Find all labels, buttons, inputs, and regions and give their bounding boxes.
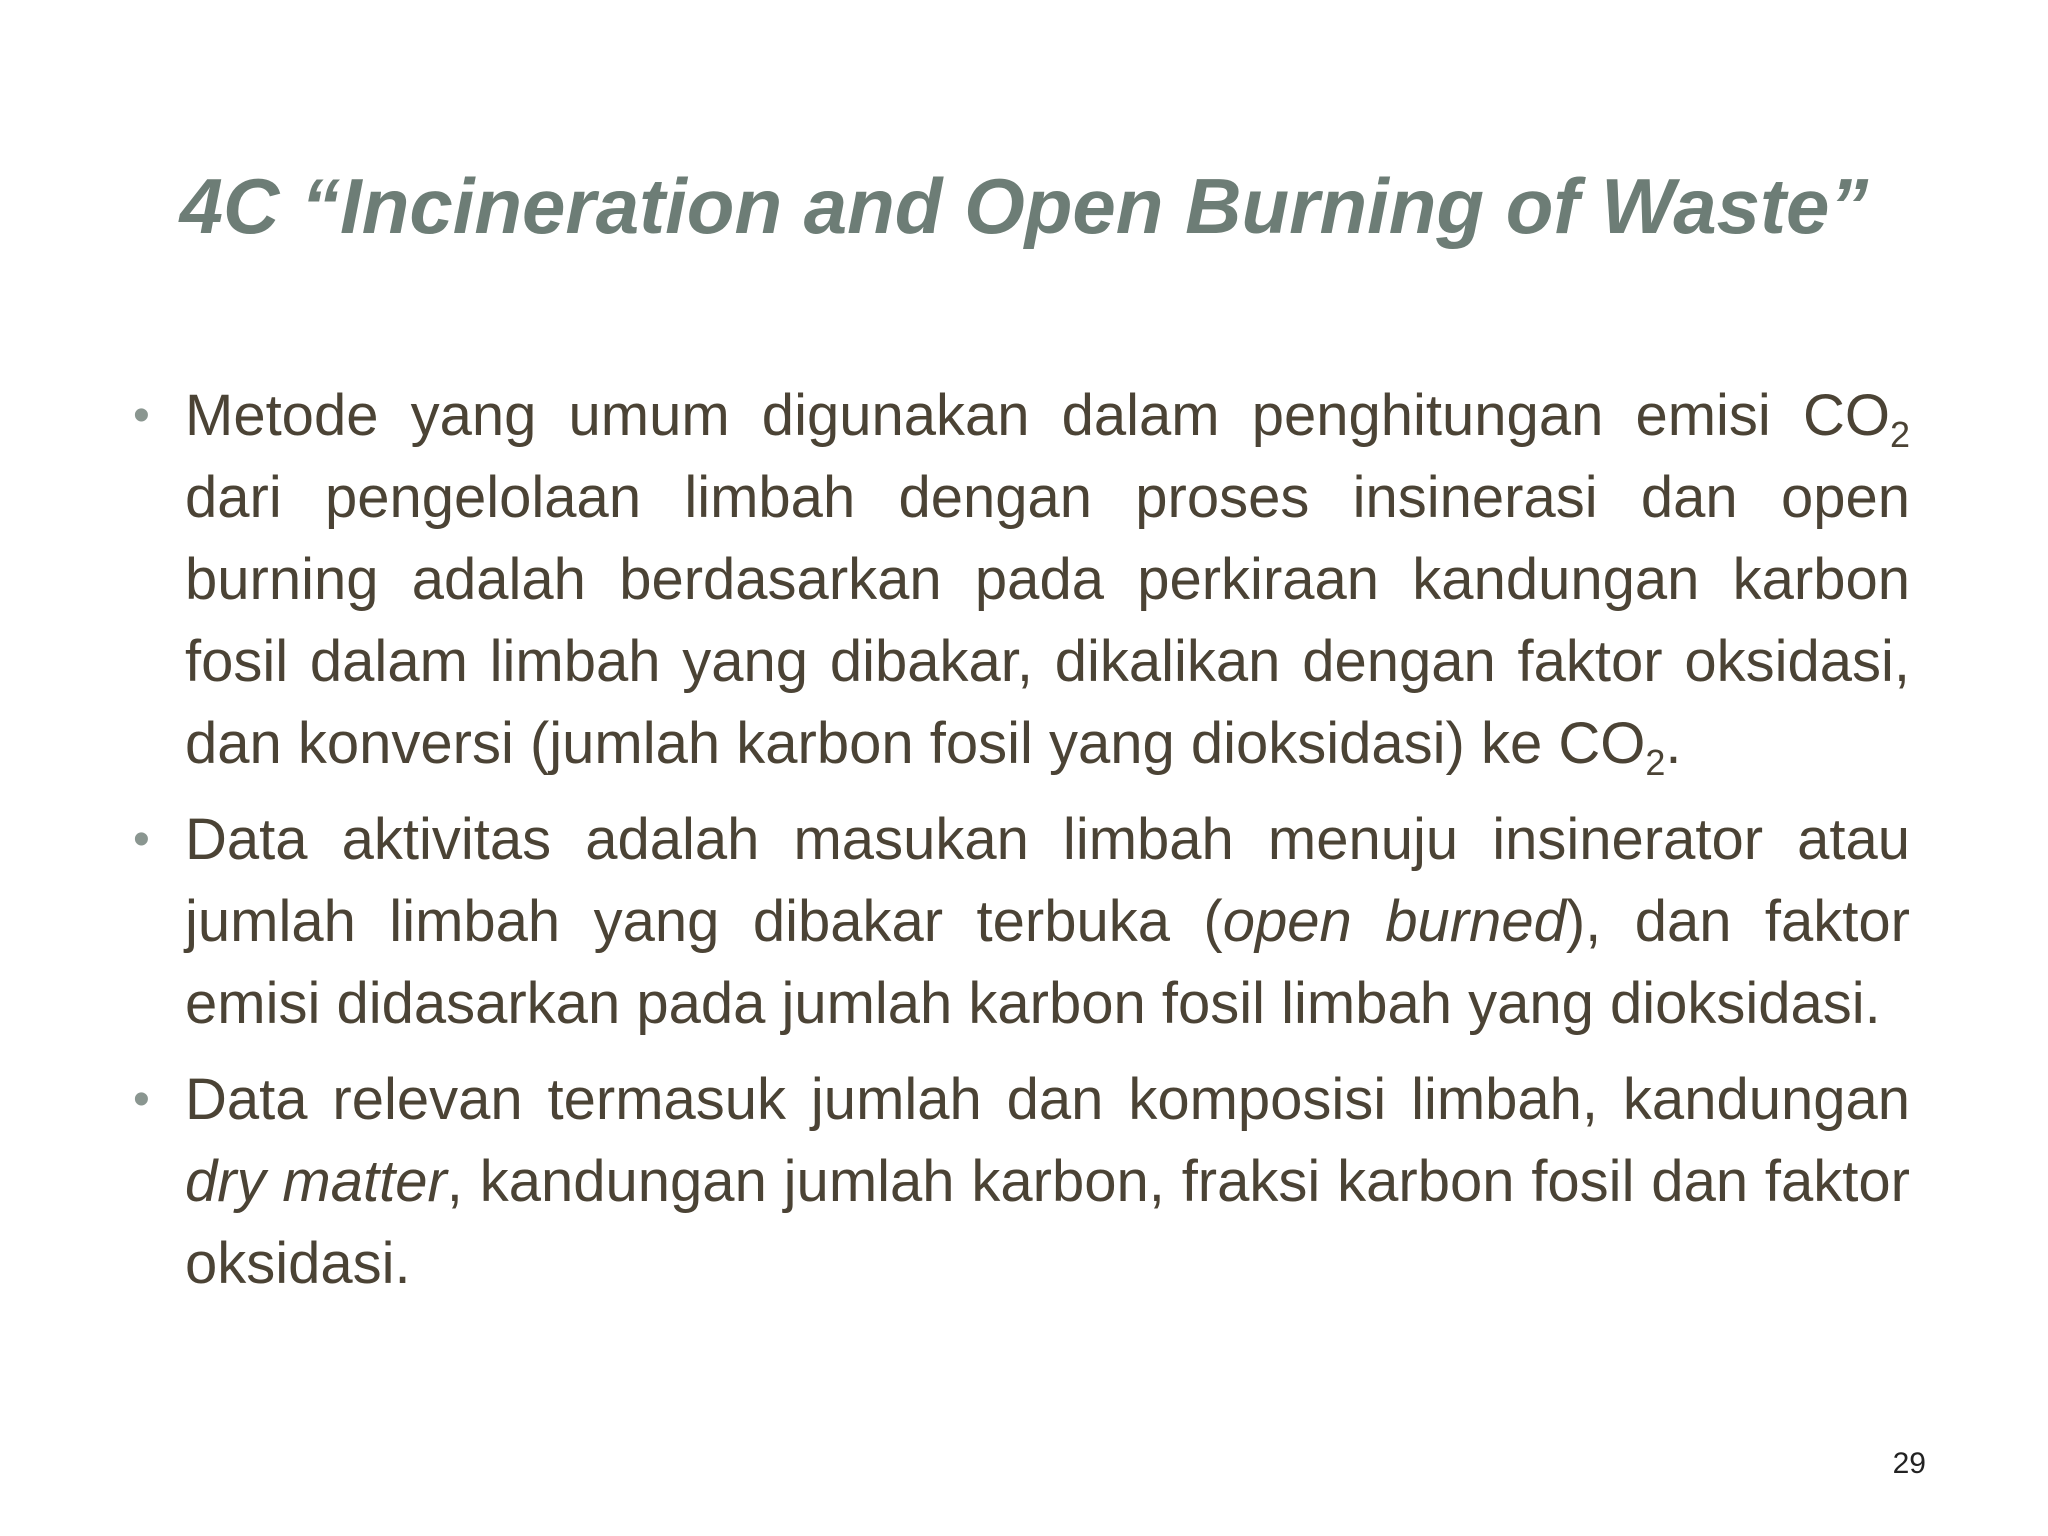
- bullet-text: [185, 1067, 1910, 1296]
- slide-page-number: 29: [1892, 1447, 1926, 1480]
- bullet-item-activity-data: [130, 799, 1910, 1045]
- bullet-icon: •: [133, 813, 150, 866]
- bullet-text-segment: Data aktivitas adalah masukan limbah menuju insinerator atau jumlah limbah yang dibakar terbuka (: [185, 807, 1910, 954]
- bullet-text: [185, 383, 1910, 783]
- bullet-item-emission-method: [130, 375, 1910, 785]
- bullet-icon: •: [133, 389, 150, 442]
- bullet-text-segment: Metode yang umum digunakan dalam penghitungan emisi CO: [185, 383, 1890, 448]
- bullet-list: [130, 375, 1910, 1319]
- bullet-item-relevant-data: [130, 1059, 1910, 1305]
- bullet-icon: •: [133, 1073, 150, 1126]
- bullet-text: [185, 807, 1910, 1036]
- italic-term: open burned: [1222, 889, 1566, 954]
- slide-title: 4C “Incineration and Open Burning of Waste”: [179, 162, 1869, 250]
- bullet-text-segment: ), dan faktor emisi didasarkan pada jumlah karbon fosil limbah yang dioksidasi.: [185, 889, 1910, 1036]
- bullet-text-segment: dari pengelolaan limbah dengan proses insinerasi dan open burning adalah berdasarkan pada perkiraan kandungan karbon fosil dalam limbah yang dibakar, dikalikan dengan faktor oksidasi, dan konversi (jumlah karbon fosil yang dioksidasi) ke CO: [185, 465, 1910, 776]
- bullet-text-segment: .: [1665, 711, 1682, 776]
- subscript-two: 2: [1889, 414, 1910, 455]
- italic-term: dry matter: [185, 1149, 447, 1214]
- bullet-text-segment: , kandungan jumlah karbon, fraksi karbon fosil dan faktor oksidasi.: [185, 1149, 1910, 1296]
- bullet-text-segment: Data relevan termasuk jumlah dan komposisi limbah, kandungan: [185, 1067, 1910, 1132]
- subscript-two: 2: [1645, 742, 1666, 783]
